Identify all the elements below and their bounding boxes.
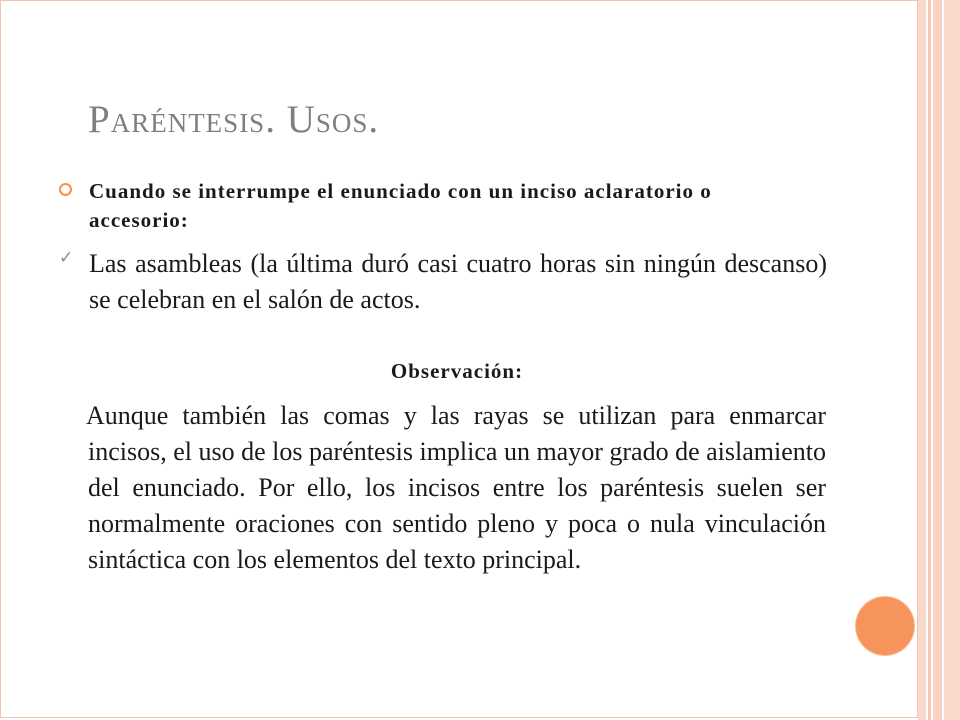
slide-title: Paréntesis. Usos. [88, 98, 380, 141]
orange-circle-decoration [856, 597, 914, 655]
decorative-stripe [944, 0, 960, 720]
observation-body: Aunque también las comas y las rayas se utilizan para enmarcar incisos, el uso de los paréntesis implica un mayor grado de aislamiento del enunciado. Por ello, los incisos entre los paréntesis suelen ser normalmente oraciones con sentido pleno y poca o nula vinculación sintáctica con los elementos del texto principal. [86, 401, 826, 574]
checkmark-icon: ✓ [59, 248, 74, 268]
bullet-text: Cuando se interrumpe el enunciado con un inciso aclaratorio o accesorio: [89, 179, 712, 232]
decorative-stripe [933, 0, 942, 720]
observation-heading: Observación: [390, 359, 524, 383]
circle-bullet-icon [59, 183, 72, 196]
decorative-stripe [918, 0, 926, 720]
example-text: Las asambleas (la última duró casi cuatro horas sin ningún descanso) se celebran en el salón de actos. [89, 249, 827, 314]
